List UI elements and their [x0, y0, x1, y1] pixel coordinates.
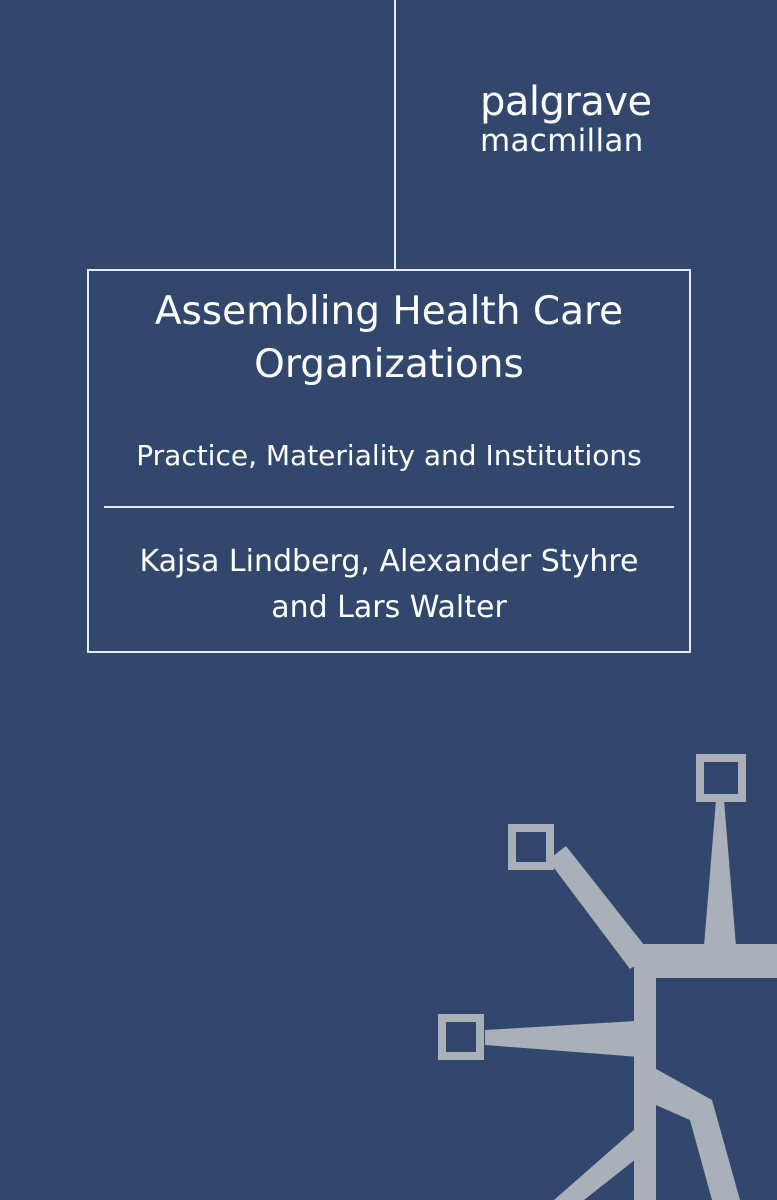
book-title-line1: Assembling Health Care: [154, 289, 624, 334]
publisher-logo-line1: palgrave: [480, 79, 652, 125]
motif-arm-left: [485, 1020, 652, 1058]
publisher-logo-line2: macmillan: [480, 123, 644, 159]
motif-square-left: [442, 1018, 480, 1056]
motif-arm-top-right: [704, 800, 736, 946]
motif-arm-upper-left: [548, 846, 652, 969]
authors-line2: and Lars Walter: [271, 590, 507, 625]
motif-square-top-right: [700, 758, 742, 798]
book-title-line2: Organizations: [254, 342, 524, 387]
authors-line1: Kajsa Lindberg, Alexander Styhre: [139, 544, 639, 579]
motif-square-upper-left: [512, 828, 550, 866]
book-subtitle: Practice, Materiality and Institutions: [136, 439, 642, 472]
motif-arm-right: [640, 944, 777, 978]
